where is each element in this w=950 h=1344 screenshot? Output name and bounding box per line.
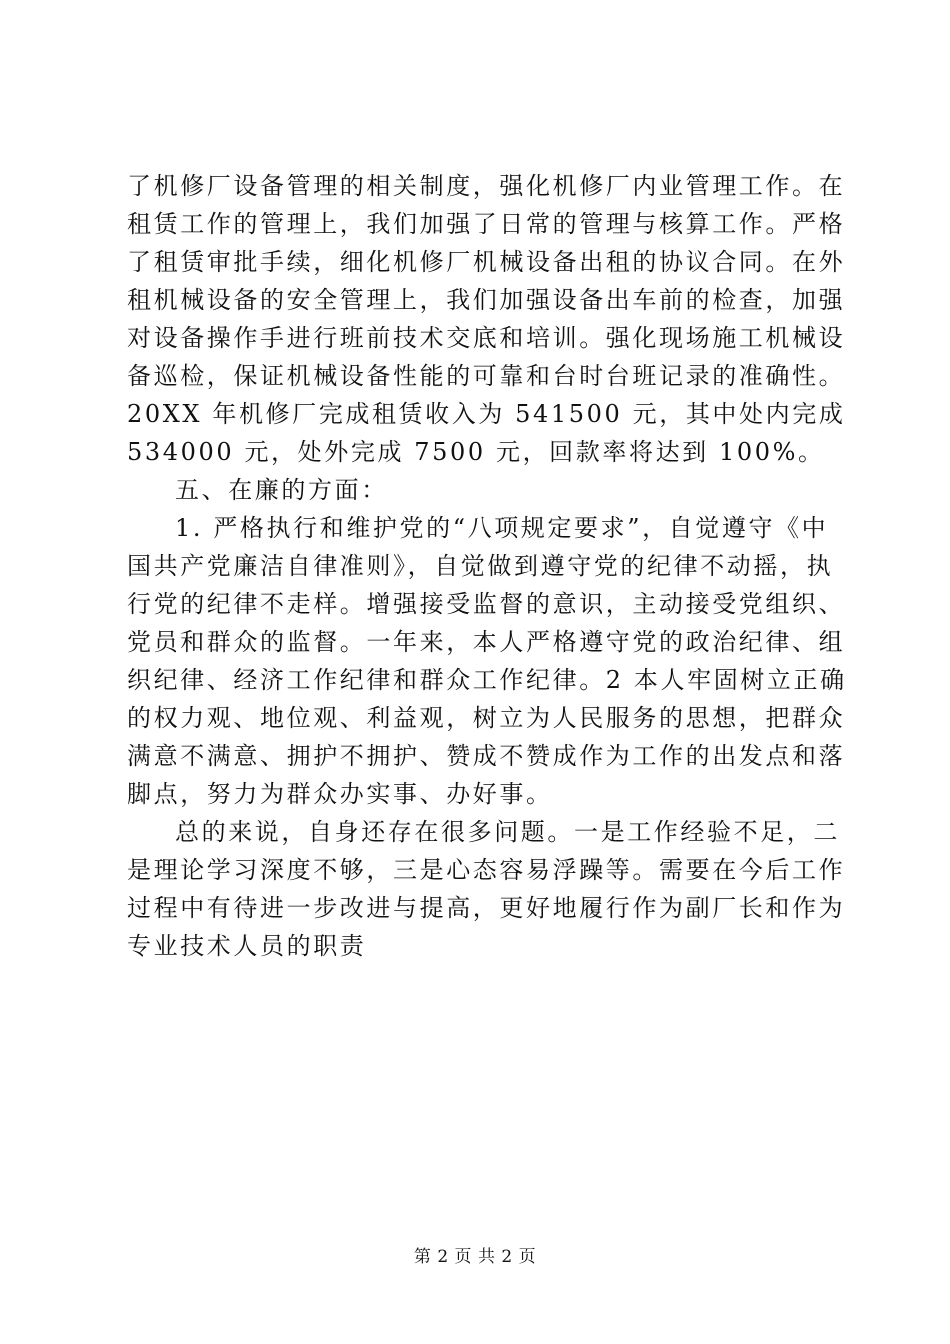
text-line: 了租赁审批手续，细化机修厂机械设备出租的协议合同。在外	[127, 248, 846, 276]
page-footer	[0, 1242, 950, 1267]
page-number-label: 第 2 页 共 2 页	[413, 1247, 537, 1267]
text-line: 专业技术人员的职责	[127, 932, 367, 960]
text-line: 租机械设备的安全管理上，我们加强设备出车前的检查，加强	[127, 286, 846, 314]
text-line: 脚点，努力为群众办实事、办好事。	[127, 780, 553, 808]
text-line: 的权力观、地位观、利益观，树立为人民服务的思想，把群众	[127, 704, 846, 732]
text-line: 租赁工作的管理上，我们加强了日常的管理与核算工作。严格	[127, 210, 846, 238]
text-line: 过程中有待进一步改进与提高，更好地履行作为副厂长和作为	[127, 894, 846, 922]
text-line: 是理论学习深度不够，三是心态容易浮躁等。需要在今后工作	[127, 856, 846, 884]
document-body	[127, 167, 847, 965]
text-line: 1. 严格执行和维护党的“八项规定要求”，自觉遵守《中	[175, 514, 829, 542]
text-line: 534000 元，处外完成 7500 元，回款率将达到 100%。	[127, 438, 825, 466]
text-line: 行党的纪律不走样。增强接受监督的意识，主动接受党组织、	[127, 590, 846, 618]
text-line: 国共产党廉洁自律准则》，自觉做到遵守党的纪律不动摇，执	[127, 552, 834, 580]
text-line: 了机修厂设备管理的相关制度，强化机修厂内业管理工作。在	[127, 172, 846, 200]
text-line: 对设备操作手进行班前技术交底和培训。强化现场施工机械设	[127, 324, 846, 352]
text-line: 备巡检，保证机械设备性能的可靠和台时台班记录的准确性。	[127, 362, 846, 390]
text-line: 20XX 年机修厂完成租赁收入为 541500 元，其中处内完成	[127, 400, 846, 428]
text-line: 党员和群众的监督。一年来，本人严格遵守党的政治纪律、组	[127, 628, 846, 656]
section-heading: 五、在廉的方面：	[175, 476, 388, 504]
text-line: 总的来说，自身还存在很多问题。一是工作经验不足，二	[175, 818, 840, 846]
text-line: 满意不满意、拥护不拥护、赞成不赞成作为工作的出发点和落	[127, 742, 846, 770]
text-line: 织纪律、经济工作纪律和群众工作纪律。2 本人牢固树立正确	[127, 666, 847, 694]
